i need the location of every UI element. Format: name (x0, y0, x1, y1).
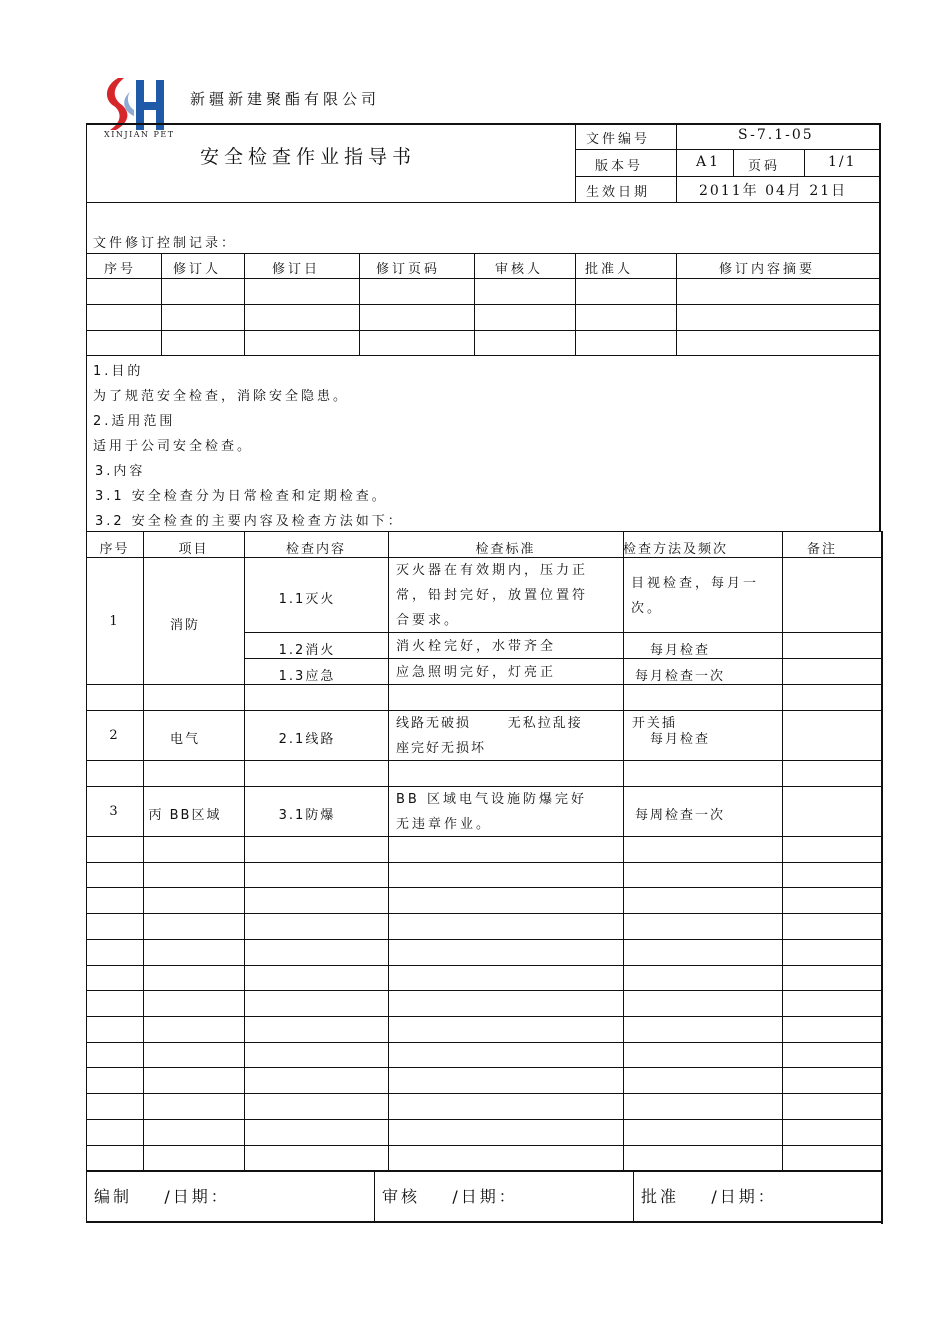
row-number: 1 (109, 614, 120, 629)
checklist-rule (86, 1067, 883, 1068)
frame-top (86, 123, 881, 125)
row-standard: BB 区域电气设施防爆完好 无违章作业。 (396, 792, 587, 832)
revision-rule (86, 330, 880, 331)
section-scope-text: 适用于公司安全检查。 (93, 439, 254, 454)
revision-col-rule (161, 253, 162, 356)
revision-header: 修订页码 (376, 262, 441, 277)
checklist-rule (86, 1145, 883, 1146)
frame-right-bottom (881, 531, 883, 1224)
row-item: 消防 (169, 618, 200, 633)
footer-divider (374, 1170, 375, 1222)
header-row-rule (575, 149, 880, 150)
checklist-rule (86, 913, 883, 914)
revision-header: 序号 (104, 262, 137, 277)
row-standard: 消火栓完好，水带齐全 (396, 639, 557, 654)
checklist-rule (86, 965, 883, 966)
revision-header: 批准人 (585, 262, 634, 277)
row-method: 每月检查 (649, 732, 710, 747)
row-content: 1.3应急 (278, 669, 336, 684)
checklist-col-rule (244, 531, 245, 1171)
revision-header: 修订内容摘要 (719, 262, 816, 277)
revision-header: 修订人 (173, 262, 222, 277)
doc-title: 安全检查作业指导书 (200, 146, 417, 168)
checklist-col-rule (623, 531, 624, 1171)
row-content: 1.1灭火 (278, 592, 336, 607)
checklist-rule (86, 1119, 883, 1120)
checklist-rule (86, 1093, 883, 1094)
checklist-rule (86, 887, 883, 888)
date-value: 2011年 04月 21日 (699, 183, 848, 199)
row-method: 每周检查一次 (634, 808, 725, 823)
revision-rule (86, 278, 880, 279)
section-purpose-text: 为了规范安全检查，消除安全隐患。 (93, 389, 350, 404)
section-scope-heading: 2.适用范围 (93, 414, 176, 429)
date-label: 生效日期 (586, 185, 651, 200)
checklist-rule (86, 1042, 883, 1043)
row-number: 2 (109, 728, 120, 743)
page-value: 1/1 (828, 154, 857, 170)
revision-heading: 文件修订控制记录： (93, 236, 238, 251)
footer-divider (633, 1170, 634, 1222)
checklist-top-rule (86, 531, 883, 532)
prepared-by: 编制 /日期： (94, 1187, 260, 1206)
row-method: 目视检查，每月一 次。 (631, 576, 760, 616)
revision-rule (86, 253, 880, 254)
row-content: 2.1线路 (278, 732, 336, 747)
revision-col-rule (359, 253, 360, 356)
version-value: A1 (696, 154, 722, 170)
row-item: 丙 BB区域 (148, 808, 222, 823)
row-standard: 线路无破损 无私拉乱接 开关插 座完好无损坏 (396, 716, 677, 756)
header-row-rule (575, 176, 880, 177)
revision-header: 审核人 (495, 262, 544, 277)
checklist-rule (86, 990, 883, 991)
revision-header: 修订日 (272, 262, 321, 277)
code-value: S-7.1-05 (738, 127, 814, 143)
checklist-rule (244, 658, 883, 659)
header-divider (575, 123, 576, 203)
section-content-heading: 3.内容 (95, 464, 146, 479)
checklist-col-rule (782, 531, 783, 1171)
checklist-bottom-rule (86, 1170, 883, 1172)
header-bottom-rule (86, 202, 880, 203)
reviewed-by: 审核 /日期： (382, 1187, 548, 1206)
checklist-rule (86, 862, 883, 863)
checklist-header: 项目 (178, 542, 209, 557)
header-divider (804, 149, 805, 176)
revision-col-rule (676, 253, 677, 356)
page-label: 页码 (748, 159, 781, 174)
revision-col-rule (244, 253, 245, 356)
row-content: 1.2消火 (278, 643, 336, 658)
checklist-header: 备注 (806, 542, 837, 557)
row-method: 每月检查 (649, 643, 710, 658)
checklist-rule (86, 1016, 883, 1017)
header-divider (733, 149, 734, 176)
frame-right-top (879, 123, 881, 531)
footer-bottom-rule (86, 1221, 883, 1223)
section-purpose-heading: 1.目的 (93, 364, 144, 379)
row-standard: 灭火器在有效期内，压力正 常，铅封完好，放置位置符 合要求。 (396, 563, 589, 628)
checklist-header: 检查方法及频次 (623, 542, 729, 557)
row-content: 3.1防爆 (278, 808, 336, 823)
checklist-col-rule (388, 531, 389, 1171)
approved-by: 批准 /日期： (641, 1187, 826, 1206)
checklist-header: 序号 (99, 542, 130, 557)
header-divider (676, 123, 677, 203)
version-label: 版本号 (595, 159, 644, 174)
code-label: 文件编号 (586, 132, 651, 147)
frame-left (86, 123, 87, 1223)
revision-rule (86, 304, 880, 305)
company-name: 新疆新建聚酯有限公司 (190, 90, 381, 108)
row-number: 3 (109, 804, 120, 819)
revision-col-rule (575, 253, 576, 356)
checklist-rule (86, 939, 883, 940)
section-content-item: 3.2 安全检查的主要内容及检查方法如下： (95, 514, 404, 529)
section-content-item: 3.1 安全检查分为日常检查和定期检查。 (95, 489, 388, 504)
checklist-header: 检查标准 (475, 542, 536, 557)
row-standard: 应急照明完好，灯亮正 (396, 665, 557, 680)
checklist-header: 检查内容 (285, 542, 346, 557)
row-method: 每月检查一次 (634, 669, 725, 684)
row-item: 电气 (169, 732, 200, 747)
logo-caption: XINJIAN PET (104, 130, 175, 139)
revision-rule (86, 355, 880, 356)
revision-col-rule (474, 253, 475, 356)
